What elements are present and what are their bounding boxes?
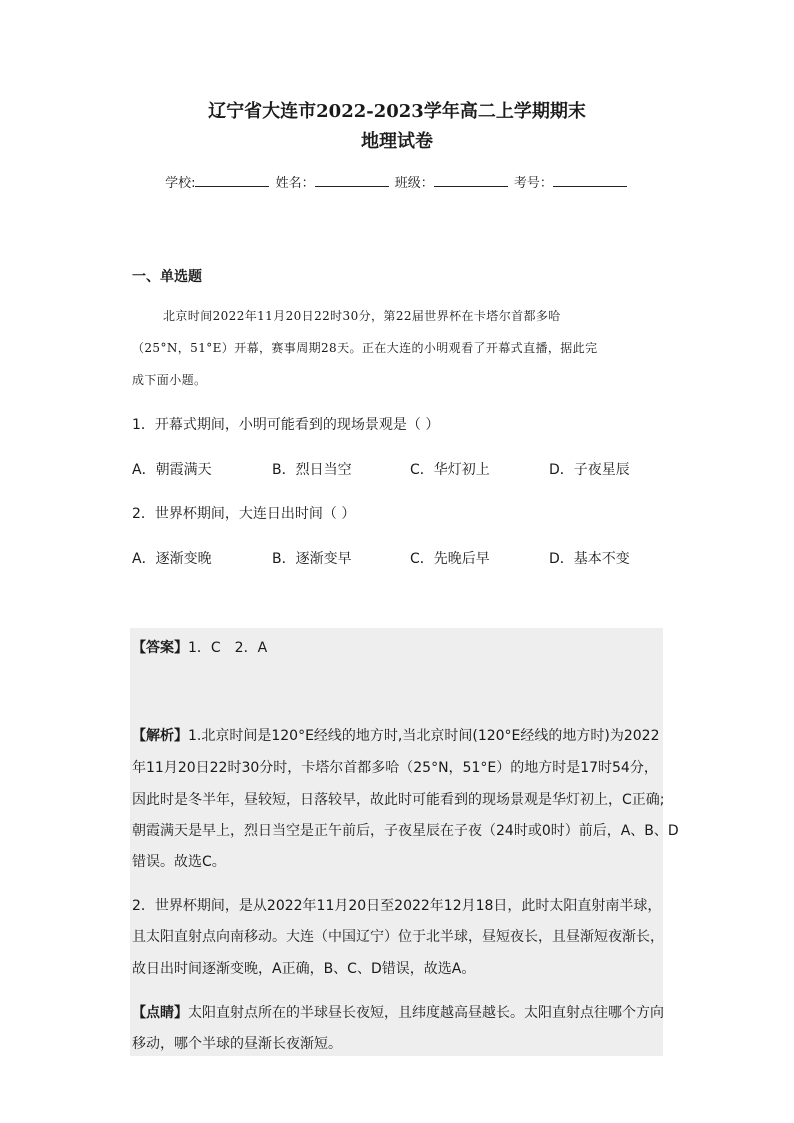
analysis-line: 朝霞满天是早上，烈日当空是正午前后，子夜星辰在子夜（24时或0时）前后，A、B、D: [132, 823, 679, 839]
class-blank: [434, 174, 508, 187]
tip-text: 太阳直射点所在的半球昼长夜短，且纬度越高昼越长。太阳直射点往哪个方向: [188, 1005, 664, 1021]
page-subtitle: 地理试卷: [361, 131, 433, 152]
analysis-text: 1.北京时间是120°E经线的地方时,当北京时间(120°E经线的地方时)为2022: [188, 728, 660, 744]
question-stem: 1．开幕式期间，小明可能看到的现场景观是（ ）: [132, 417, 440, 433]
class-label: 班级：: [394, 176, 434, 191]
analysis-line: 错误。故选C。: [132, 854, 226, 870]
section-title: 一、单选题: [132, 269, 202, 285]
option-d: D．基本不变: [549, 551, 630, 567]
analysis-line: 且太阳直射点向南移动。大连（中国辽宁）位于北半球，昼短夜长，且昼渐短夜渐长，: [132, 929, 664, 945]
analysis-label: 【解析】: [132, 728, 188, 744]
exam-number-blank: [553, 174, 627, 187]
answer-panel: [130, 628, 663, 1056]
answer-text: 1．C 2．A: [188, 640, 268, 656]
school-blank: [195, 174, 269, 187]
analysis-line: 因此时是冬半年，昼较短，日落较早，故此时可能看到的现场景观是华灯初上，C正确;: [132, 792, 665, 808]
tip-label: 【点睛】: [132, 1005, 188, 1021]
student-info-fields: [0, 172, 794, 191]
analysis-line: [132, 725, 660, 745]
option-b: B．烈日当空: [272, 462, 352, 478]
school-label: 学校:: [165, 176, 196, 191]
passage-line: 成下面小题。: [132, 373, 207, 387]
tip-line: 移动，哪个半球的昼渐长夜渐短。: [132, 1036, 342, 1052]
option-c: C．华灯初上: [410, 462, 490, 478]
analysis-line: 年11月20日22时30分时，卡塔尔首都多哈（25°N，51°E）的地方时是17时54分，: [132, 760, 658, 776]
name-label: 姓名：: [275, 176, 315, 191]
option-a: A．朝霞满天: [132, 462, 212, 478]
name-blank: [315, 174, 389, 187]
passage-line: 北京时间2022年11月20日22时30分，第22届世界杯在卡塔尔首都多哈: [163, 309, 561, 323]
analysis-line: 故日出时间逐渐变晚，A正确，B、C、D错误，故选A。: [132, 961, 476, 977]
answer-label: 【答案】: [132, 640, 188, 656]
option-a: A．逐渐变晚: [132, 551, 212, 567]
option-c: C．先晚后早: [410, 551, 490, 567]
analysis-line: 2．世界杯期间，是从2022年11月20日至2022年12月18日，此时太阳直射南半球，: [132, 898, 662, 914]
option-b: B．逐渐变早: [272, 551, 352, 567]
answer-line: [132, 637, 267, 657]
exam-number-label: 考号：: [513, 176, 553, 191]
question-stem: 2．世界杯期间，大连日出时间（ ）: [132, 506, 356, 522]
passage-line: （25°N，51°E）开幕，赛事周期28天。正在大连的小明观看了开幕式直播，据此完: [132, 341, 598, 355]
option-d: D．子夜星辰: [549, 462, 630, 478]
page-title: 辽宁省大连市2022-2023学年高二上学期期末: [208, 101, 586, 122]
tip-line: [132, 1002, 664, 1022]
